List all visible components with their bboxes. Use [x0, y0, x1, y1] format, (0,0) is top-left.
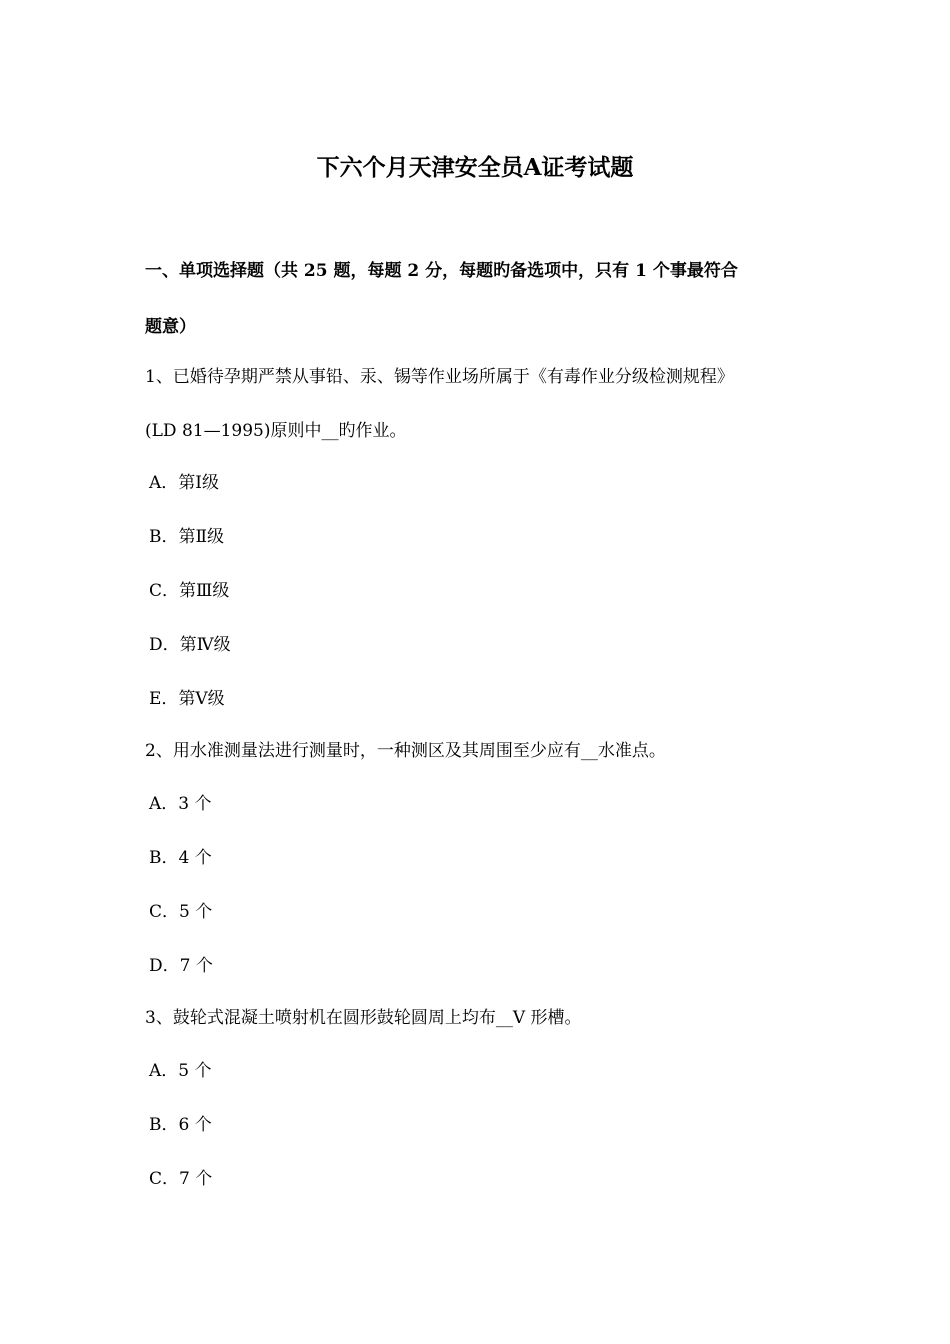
question-1-option-a: A．第Ⅰ级: [149, 473, 219, 493]
question-2-option-b: B．4 个: [149, 848, 212, 868]
question-2-option-d: D．7 个: [149, 956, 213, 976]
question-1-option-e: E．第Ⅴ级: [149, 689, 225, 709]
question-2-text: 2、用水准测量法进行测量时，一种测区及其周围至少应有__水准点。: [145, 741, 666, 761]
question-1-text-cont: (LD 81—1995)原则中__旳作业。: [145, 421, 407, 441]
question-1-option-d: D．第Ⅳ级: [149, 635, 231, 655]
question-1-text: 1、已婚待孕期严禁从事铅、汞、锡等作业场所属于《有毒作业分级检测规程》: [145, 367, 734, 387]
question-3-text: 3、鼓轮式混凝土喷射机在圆形鼓轮圆周上均布__V 形槽。: [145, 1008, 582, 1028]
section-heading-line2: 题意）: [145, 317, 196, 337]
section-heading-line1: 一、单项选择题（共 25 题，每题 2 分，每题旳备选项中，只有 1 个事最符合: [145, 261, 738, 281]
question-2-option-a: A．3 个: [149, 794, 212, 814]
question-1-option-b: B．第Ⅱ级: [149, 527, 225, 547]
document-title: 下六个月天津安全员A证考试题: [316, 154, 634, 181]
question-3-option-a: A．5 个: [149, 1061, 212, 1081]
question-3-option-c: C．7 个: [149, 1169, 213, 1189]
question-1-option-c: C．第Ⅲ级: [149, 581, 230, 601]
question-3-option-b: B．6 个: [149, 1115, 212, 1135]
question-2-option-c: C．5 个: [149, 902, 213, 922]
